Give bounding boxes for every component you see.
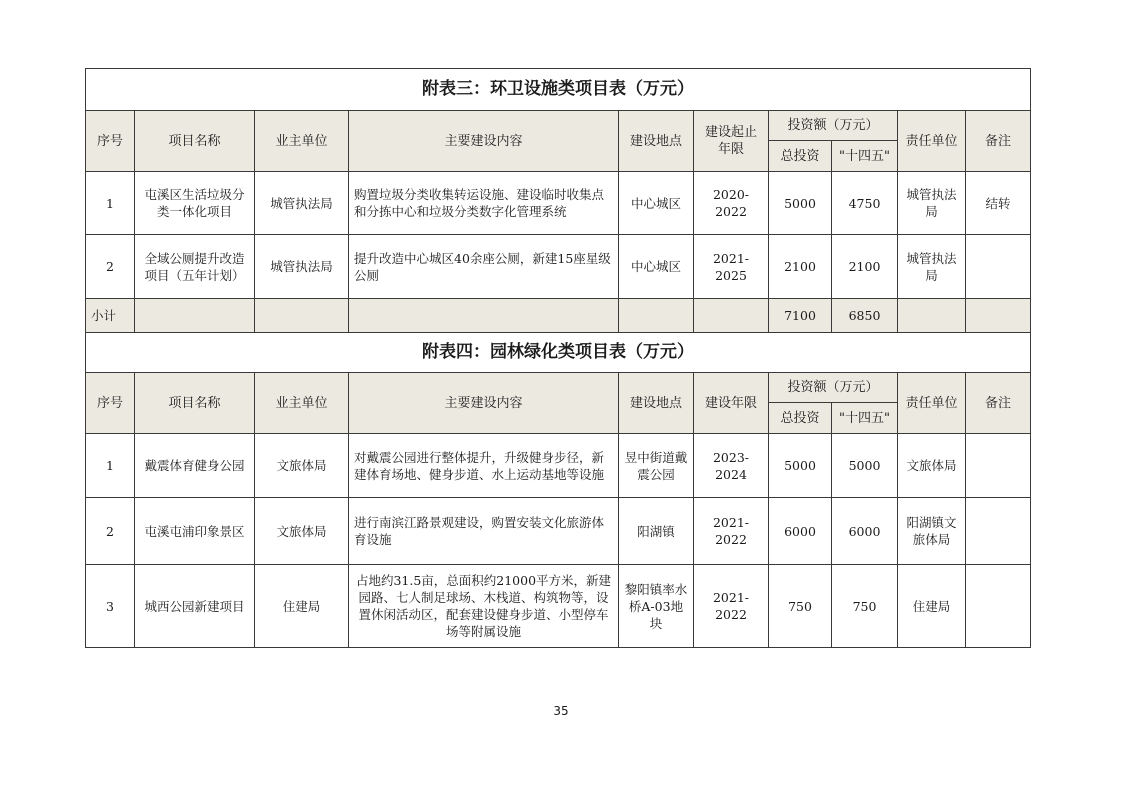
header-content: 主要建设内容 [349,111,619,172]
cell-content: 购置垃圾分类收集转运设施、建设临时收集点和分拣中心和垃圾分类数字化管理系统 [349,172,619,235]
cell-plan: 5000 [832,434,898,498]
cell-name: 戴震体育健身公园 [135,434,255,498]
cell-owner: 文旅体局 [255,434,349,498]
subtotal-total: 7100 [769,299,832,333]
header-note: 备注 [966,111,1031,172]
cell-plan: 2100 [832,235,898,299]
cell-note [966,565,1031,648]
cell-period: 2023-2024 [694,434,769,498]
cell-period: 2021-2022 [694,565,769,648]
cell-owner: 住建局 [255,565,349,648]
cell-location: 黎阳镇率水桥A-03地块 [619,565,694,648]
header-plan: "十四五" [832,141,898,172]
table-row [86,172,1031,235]
cell-owner: 城管执法局 [255,172,349,235]
cell-note [966,235,1031,299]
header-investment: 投资额（万元） [769,373,898,403]
cell-total: 5000 [769,172,832,235]
cell-location: 昱中街道戴震公园 [619,434,694,498]
cell-responsible: 文旅体局 [898,434,966,498]
cell-seq: 3 [86,565,135,648]
cell-note [966,434,1031,498]
header-plan: "十四五" [832,403,898,434]
cell-name: 全域公厕提升改造项目（五年计划） [135,235,255,299]
cell-total: 5000 [769,434,832,498]
header-note: 备注 [966,373,1031,434]
cell-owner: 文旅体局 [255,498,349,565]
cell-content: 提升改造中心城区40余座公厕，新建15座星级公厕 [349,235,619,299]
table-row [86,235,1031,299]
cell-total: 6000 [769,498,832,565]
header-responsible: 责任单位 [898,111,966,172]
header-total: 总投资 [769,141,832,172]
cell-content: 进行南滨江路景观建设，购置安装文化旅游体育设施 [349,498,619,565]
section-title: 附表四：园林绿化类项目表（万元） [86,333,1031,373]
section-title: 附表三：环卫设施类项目表（万元） [86,69,1031,111]
header-location: 建设地点 [619,111,694,172]
cell-responsible: 住建局 [898,565,966,648]
cell-location: 阳湖镇 [619,498,694,565]
cell-responsible: 城管执法局 [898,172,966,235]
table-row [86,565,1031,648]
header-content: 主要建设内容 [349,373,619,434]
header-period: 建设起止年限 [694,111,769,172]
cell-plan: 6000 [832,498,898,565]
vertical-scrollbar[interactable] [1112,2,1120,62]
header-responsible: 责任单位 [898,373,966,434]
document-page [85,68,1030,648]
header-name: 项目名称 [135,373,255,434]
cell-total: 2100 [769,235,832,299]
cell-name: 城西公园新建项目 [135,565,255,648]
cell-seq: 1 [86,172,135,235]
cell-content: 对戴震公园进行整体提升，升级健身步径，新建体育场地、健身步道、水上运动基地等设施 [349,434,619,498]
cell-content: 占地约31.5亩，总面积约21000平方米，新建园路、七人制足球场、木栈道、构筑物等，设置休闲活动区，配套建设健身步道、小型停车场等附属设施 [349,565,619,648]
cell-location: 中心城区 [619,235,694,299]
header-total: 总投资 [769,403,832,434]
cell-owner: 城管执法局 [255,235,349,299]
header-seq: 序号 [86,111,135,172]
cell-total: 750 [769,565,832,648]
cell-period: 2021-2022 [694,498,769,565]
cell-seq: 2 [86,235,135,299]
cell-responsible: 城管执法局 [898,235,966,299]
cell-name: 屯溪屯浦印象景区 [135,498,255,565]
cell-note: 结转 [966,172,1031,235]
header-location: 建设地点 [619,373,694,434]
header-period: 建设年限 [694,373,769,434]
cell-name: 屯溪区生活垃圾分类一体化项目 [135,172,255,235]
cell-plan: 4750 [832,172,898,235]
project-table [85,68,1031,648]
table-row [86,498,1031,565]
header-name: 项目名称 [135,111,255,172]
cell-period: 2021-2025 [694,235,769,299]
cell-plan: 750 [832,565,898,648]
subtotal-label: 小计 [86,299,135,333]
cell-seq: 2 [86,498,135,565]
table-row [86,434,1031,498]
header-seq: 序号 [86,373,135,434]
cell-note [966,498,1031,565]
subtotal-row [86,299,1031,333]
cell-seq: 1 [86,434,135,498]
page-number: 35 [553,704,569,718]
header-owner: 业主单位 [255,111,349,172]
header-owner: 业主单位 [255,373,349,434]
subtotal-plan: 6850 [832,299,898,333]
cell-period: 2020-2022 [694,172,769,235]
cell-responsible: 阳湖镇文旅体局 [898,498,966,565]
header-investment: 投资额（万元） [769,111,898,141]
cell-location: 中心城区 [619,172,694,235]
